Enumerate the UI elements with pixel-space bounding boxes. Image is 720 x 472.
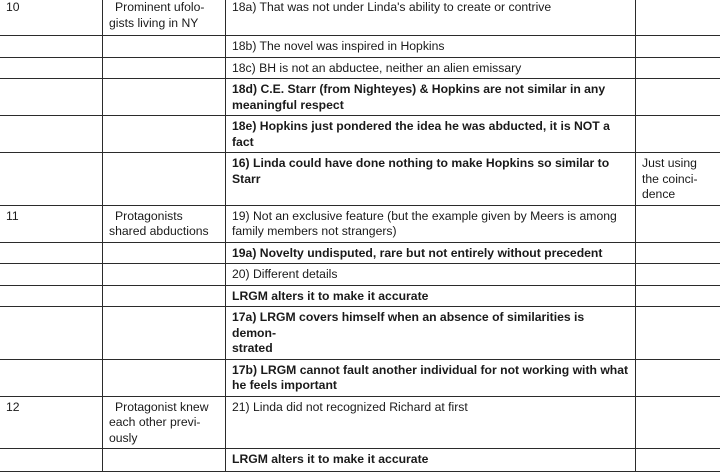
table-row (0, 57, 720, 79)
note-cell (636, 205, 720, 242)
table-row (0, 449, 720, 472)
note-cell (636, 36, 720, 58)
topic-cell (103, 116, 226, 153)
topic-cell (103, 307, 226, 360)
note-cell (636, 396, 720, 449)
row-number (0, 57, 103, 79)
row-number (0, 116, 103, 153)
topic-cell (103, 396, 226, 449)
description-cell: 18e) Hopkins just pondered the idea he was abducted, it is NOT a fact (226, 116, 636, 153)
table-row (0, 264, 720, 286)
table-row (0, 153, 720, 206)
row-number (0, 242, 103, 264)
row-number (0, 79, 103, 116)
row-number (0, 449, 103, 472)
row-number (0, 36, 103, 58)
topic-cell (103, 79, 226, 116)
description-cell: 18b) The novel was inspired in Hopkins (226, 36, 636, 58)
topic-cell (103, 57, 226, 79)
description-cell: 21) Linda did not recognized Richard at first (226, 396, 636, 449)
row-number: 10 (0, 0, 103, 36)
table-row (0, 307, 720, 360)
description-cell: 20) Different details (226, 264, 636, 286)
note-cell (636, 359, 720, 396)
table-row (0, 0, 720, 36)
note-cell (636, 242, 720, 264)
description-cell: 19a) Novelty undisputed, rare but not entirely without precedent (226, 242, 636, 264)
note-cell (636, 307, 720, 360)
row-number (0, 307, 103, 360)
table-row (0, 79, 720, 116)
table-row (0, 205, 720, 242)
table-row (0, 242, 720, 264)
topic-cell (103, 36, 226, 58)
note-cell (636, 0, 720, 36)
note-cell (636, 116, 720, 153)
topic-text: Protagonists shared abductions (109, 209, 219, 240)
description-cell: 18d) C.E. Starr (from Nighteyes) & Hopkins are not similar in any meaningful respect (226, 79, 636, 116)
row-number (0, 285, 103, 307)
row-number (0, 359, 103, 396)
topic-cell (103, 359, 226, 396)
description-cell: LRGM alters it to make it accurate (226, 285, 636, 307)
note-cell: Just using the coinci- dence (636, 153, 720, 206)
note-cell (636, 285, 720, 307)
description-cell: LRGM alters it to make it accurate (226, 449, 636, 472)
row-number (0, 153, 103, 206)
table-row (0, 116, 720, 153)
topic-cell (103, 0, 226, 36)
topic-text: Prominent ufolo- gists living in NY (109, 0, 219, 31)
topic-cell (103, 285, 226, 307)
description-cell: 17b) LRGM cannot fault another individual for not working with what he feels important (226, 359, 636, 396)
topic-cell (103, 264, 226, 286)
note-cell (636, 57, 720, 79)
topic-text: Protagonist knew each other previ- ously (109, 400, 219, 447)
table-row (0, 285, 720, 307)
topic-cell (103, 153, 226, 206)
note-cell (636, 79, 720, 116)
row-number: 12 (0, 396, 103, 449)
description-cell: 17a) LRGM covers himself when an absence of similarities is demon- strated (226, 307, 636, 360)
topic-cell (103, 242, 226, 264)
row-number (0, 264, 103, 286)
table-row (0, 396, 720, 449)
description-cell: 19) Not an exclusive feature (but the example given by Meers is among family members not strangers) (226, 205, 636, 242)
note-cell (636, 449, 720, 472)
note-cell (636, 264, 720, 286)
description-cell: 16) Linda could have done nothing to make Hopkins so similar to Starr (226, 153, 636, 206)
table-row (0, 359, 720, 396)
topic-cell (103, 205, 226, 242)
description-cell: 18c) BH is not an abductee, neither an alien emissary (226, 57, 636, 79)
description-cell: 18a) That was not under Linda's ability to create or contrive (226, 0, 636, 36)
row-number: 11 (0, 205, 103, 242)
table-row (0, 36, 720, 58)
topic-cell (103, 449, 226, 472)
